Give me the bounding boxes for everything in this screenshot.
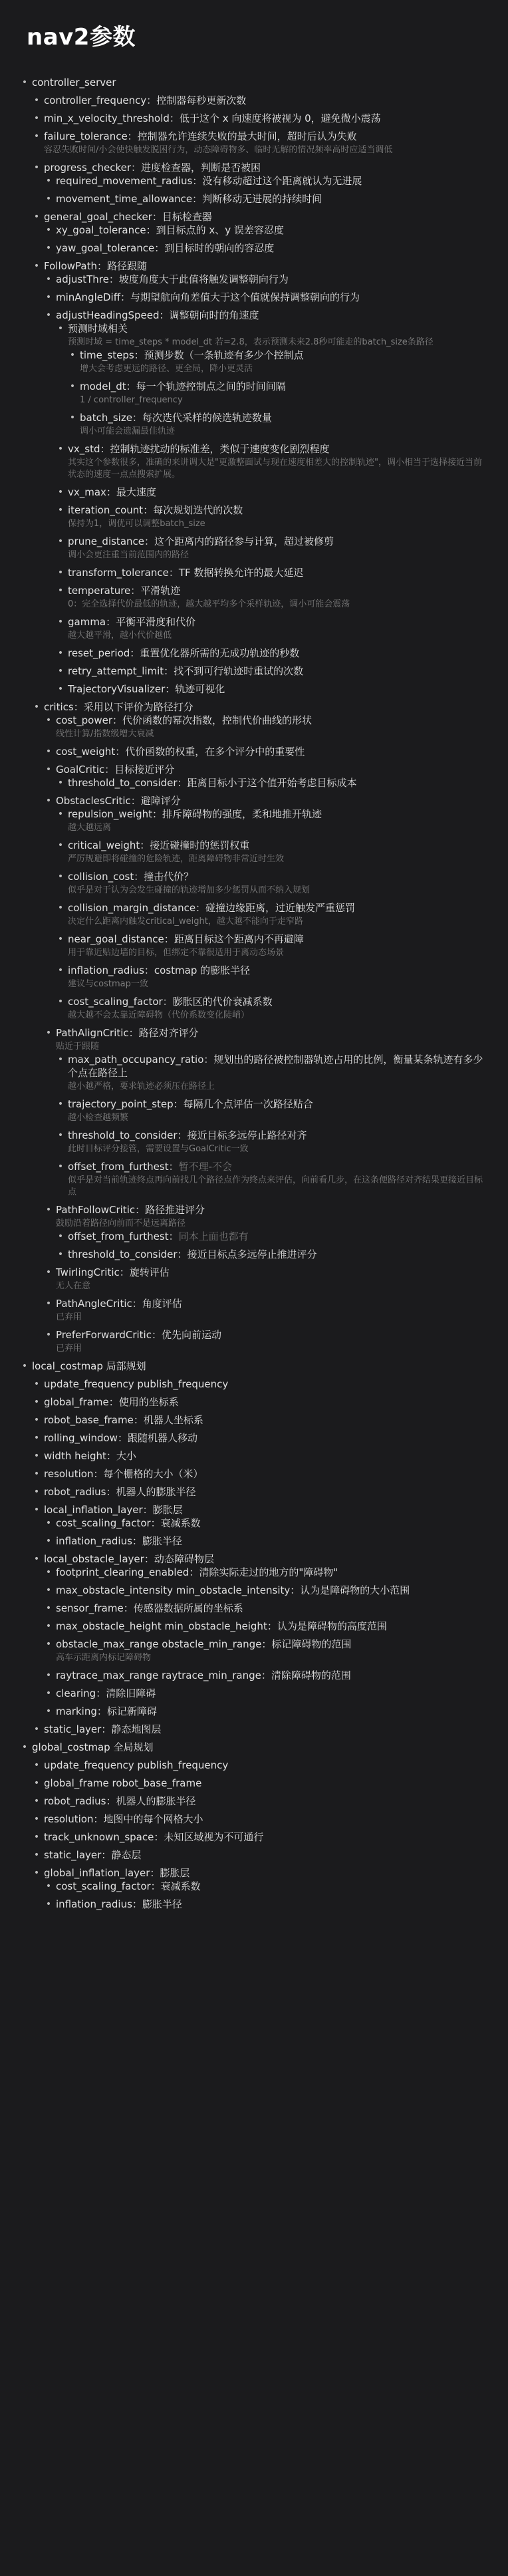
note-text: 严厉规避即将碰撞的危险轨迹，距离障碍物非常近时生效 [68, 854, 285, 864]
bullet-icon: • [45, 1603, 52, 1614]
list-item: • update_frequency publish_frequency [32, 1759, 488, 1772]
bullet-icon: • [57, 965, 64, 976]
bullet-icon: • [57, 1054, 64, 1065]
list-item: • 预测时域相关 预测时域 = time_steps * model_dt 若=2.8，表示预测未来2.8秒可能走的batch_size条路径 • time_steps：预测步数（一条轨迹有多少个控制点 增大会考虑更远的路径、更全局，降小更灵活 • model_dt：每一个轨迹控制点之间的时间间隔 1 / controller_frequency • batch_size：每次迭代采样的候选轨迹数量 调小可能会遗漏最佳轨迹 [56, 322, 488, 438]
list-item: • global_inflation_layer：膨胀层 • cost_scaling_factor：衰减系数 • inflation_radius：膨胀半径 [32, 1866, 488, 1911]
bullet-icon: • [45, 292, 52, 303]
note-text: 增大会考虑更远的路径、更全局，降小更灵活 [80, 364, 253, 374]
page-title: nav2参数 [27, 24, 136, 51]
bullet-icon: • [45, 225, 52, 235]
list-item: • repulsion_weight：排斥障碍物的强度，柔和地推开轨迹 越大越远离 [56, 807, 488, 834]
list-item: • critical_weight：接近碰撞时的惩罚权重 严厉规避即将碰撞的危险轨迹，距离障碍物非常近时生效 [56, 839, 488, 865]
list-item: • rolling_window：跟随机器人移动 [32, 1431, 488, 1445]
note-text: 越小越严格，要求轨迹必须压在路径上 [68, 1081, 215, 1091]
list-item: • near_goal_distance：距离目标这个距离内不再避障 用于靠近贴边墙的目标，但绑定不靠很适用于离动态场景 [56, 932, 488, 959]
note-text: 已弃用 [56, 1312, 82, 1322]
note-text: 此时目标评分接管，需要设置与GoalCritic一致 [68, 1144, 249, 1154]
bullet-icon: • [57, 585, 64, 596]
bullet-icon: • [45, 1298, 52, 1309]
outline-root [20, 76, 488, 1911]
note-text: 无人在意 [56, 1281, 91, 1291]
note-text: 用于靠近贴边墙的目标，但绑定不靠很适用于离动态场景 [68, 948, 285, 958]
note-text: 容忍失败时间/小会使快触发脱困行为，动态障碍物多、临时无解的情况频率高时应适当调低 [44, 145, 393, 155]
bullet-icon: • [45, 1881, 52, 1892]
bullet-icon: • [45, 1028, 52, 1038]
bullet-icon: • [33, 1397, 40, 1407]
bullet-icon: • [45, 243, 52, 253]
list-item: • FollowPath：路径跟随 • adjustThre：坡度角度大于此值将触发调整朝向行为 • minAngleDiff：与期望航向角差值大于这个值就保持调整朝向的行为 • adjustHeadingSpeed：调整朝向时的角速度 • 预测时域相关 预测时域 = time_steps * model_dt 若=2.8，表示预测未来2.8秒可能走的batch_size条路径 • time_steps：预测步数（一条轨迹有多少个控制点 增大会考虑更远的路径、更全局，降小更灵活 • model_dt：每一个轨迹控制点之间的时间间隔 1 / controller_frequency • batch_size：每次迭代采样的候选轨迹数量 调小可能会遗漏最佳轨迹 • vx_std：控制轨迹扰动的标准差，类似于速度变化剧烈程度 其实这个参数很多，准确的来讲调大是"更激整面试与现在速度相差大的控制轨迹"，调小相当于选择接近当前状态的速度一点点搜索扩展。 • vx_max：最大速度 • iteration_count：每次规划迭代的次数 保持为1，调优可以调整batch_size • prune_distance：这个距离内的路径参与计算，超过被修剪 调小会更注重当前范围内的路径 • transform_tolerance：TF 数据转换允许的最大延迟 • temperature：平滑轨迹 0：完全选择代价最低的轨迹，越大越平均多个采样轨迹，调小可能会震荡 • gamma：平衡平滑度和代价 越大越平滑，越小代价越低 • reset_period：重置优化器所需的无成功轨迹的秒数 • retry_attempt_limit：找不到可行轨迹时重试的次数 • TrajectoryVisualizer：轨迹可视化 [32, 259, 488, 696]
bullet-icon: • [57, 567, 64, 578]
list-item: • cost_weight：代价函数的权重，在多个评分中的重要性 [44, 745, 488, 758]
list-item: • max_obstacle_intensity min_obstacle_intensity：认为是障碍物的大小范围 [44, 1584, 488, 1597]
bullet-icon: • [45, 1585, 52, 1596]
struck-text: 同本上面也都有 [178, 1230, 249, 1242]
note-text: 越大越平滑，越小代价越低 [68, 631, 172, 641]
section-controller-server [20, 76, 488, 1355]
bullet-icon: • [57, 648, 64, 658]
note-text: 预测时域 = time_steps * model_dt 若=2.8，表示预测未来2.8秒可能走的batch_size条路径 [68, 337, 434, 347]
list-item: • resolution：每个栅格的大小（米） [32, 1467, 488, 1481]
bullet-icon: • [57, 840, 64, 851]
bullet-icon: • [57, 323, 64, 334]
bullet-icon: • [45, 1205, 52, 1215]
struck-text: 暂不理-不会 [178, 1161, 233, 1173]
list-item: • retry_attempt_limit：找不到可行轨迹时重试的次数 [56, 664, 488, 678]
list-item: • obstacle_max_range obstacle_min_range：标记障碍物的范围 高车示距离内标记障碍物 [44, 1638, 488, 1664]
bullet-icon: • [45, 1518, 52, 1528]
list-item: • max_obstacle_height min_obstacle_height：认为是障碍物的高度范围 [44, 1620, 488, 1633]
list-item: • resolution：地图中的每个网格大小 [32, 1812, 488, 1826]
list-item: • failure_tolerance：控制器允许连续失败的最大时间，超时后认为失败 容忍失败时间/小会使快触发脱困行为，动态障碍物多、临时无解的情况频率高时应适当调低 [32, 130, 488, 156]
bullet-icon: • [57, 617, 64, 627]
note-text: 越大越不会太靠近障碍物（代价系数变化陡峭） [68, 1010, 250, 1020]
list-item: • sensor_frame：传感器数据所属的坐标系 [44, 1602, 488, 1615]
list-item: • GoalCritic：目标接近评分 • threshold_to_consider：距离目标小于这个值开始考虑目标成本 [44, 763, 488, 789]
bullet-icon: • [33, 113, 40, 124]
list-item: • ObstaclesCritic：避障评分 • repulsion_weight：排斥障碍物的强度，柔和地推开轨迹 越大越远离 • critical_weight：接近碰撞时的惩罚权重 严厉规避即将碰撞的危险轨迹，距离障碍物非常近时生效 • collision_cost：撞击代价？ 似乎是对于认为会发生碰撞的轨迹增加多少惩罚从而不纳入规划 • collision_margin_distance：碰撞边缘距离，过近触发严重惩罚 决定什么距离内触发critical_weight，越大越不能向于走窄路 • near_goal_distance：距离目标这个距离内不再避障 用于靠近贴边墙的目标，但绑定不靠很适用于离动态场景 • inflation_radius：costmap 的膨胀半径 建议与costmap一致 • cost_scaling_factor：膨胀区的代价衰减系数 越大越不会太靠近障碍物（代价系数变化陡峭） [44, 794, 488, 1022]
list-item: • PathFollowCritic：路径推进评分 鼓励沿着路径向前而不是远离路径 • offset_from_furthest：同本上面也都有 • threshold_to_consider：接近目标点多远停止推进评分 [44, 1203, 488, 1261]
note-text: 线性计算/指数级增大衰减 [56, 729, 154, 739]
list-item: • vx_std：控制轨迹扰动的标准差，类似于速度变化剧烈程度 其实这个参数很多，准确的来讲调大是"更激整面试与现在速度相差大的控制轨迹"，调小相当于选择接近当前状态的速度一点点搜索扩展。 [56, 442, 488, 481]
note-text: 越小检查越频繁 [68, 1113, 129, 1123]
note-text: 贴近于跟随 [56, 1042, 100, 1052]
list-item: • PreferForwardCritic：优先向前运动 已弃用 [44, 1328, 488, 1355]
list-item: • minAngleDiff：与期望航向角差值大于这个值就保持调整朝向的行为 [44, 291, 488, 304]
bullet-icon: • [45, 715, 52, 726]
bullet-icon: • [57, 536, 64, 547]
note-text: 0：完全选择代价最低的轨迹，越大越平均多个采样轨迹，调小可能会震荡 [68, 599, 350, 609]
list-item: • trajectory_point_step：每隔几个点评估一次路径贴合 越小检查越频繁 [56, 1097, 488, 1124]
list-item: • local_inflation_layer：膨胀层 • cost_scaling_factor：衰减系数 • inflation_radius：膨胀半径 [32, 1503, 488, 1548]
bullet-icon: • [33, 212, 40, 222]
note-text: 调小可能会遗漏最佳轨迹 [80, 426, 176, 436]
bullet-icon: • [57, 1249, 64, 1260]
bullet-icon: • [21, 1361, 28, 1371]
list-item: • prune_distance：这个距离内的路径参与计算，超过被修剪 调小会更注重当前范围内的路径 [56, 535, 488, 561]
bullet-icon: • [33, 1433, 40, 1443]
list-item: • raytrace_max_range raytrace_min_range：清除障碍物的范围 [44, 1669, 488, 1682]
note-text: 已弃用 [56, 1344, 82, 1354]
list-item: • min_x_velocity_threshold：低于这个 x 向速度将被视为 0，避免微小震荡 [32, 112, 488, 125]
bullet-icon: • [33, 1760, 40, 1771]
bullet-icon: • [21, 77, 28, 88]
list-item: • batch_size：每次迭代采样的候选轨迹数量 调小可能会遗漏最佳轨迹 [68, 411, 488, 438]
bullet-icon: • [33, 1796, 40, 1806]
bullet-icon: • [33, 702, 40, 712]
bullet-icon: • [57, 487, 64, 498]
list-item: • offset_from_furthest：同本上面也都有 [56, 1230, 488, 1243]
bullet-icon: • [57, 934, 64, 944]
bullet-icon: • [45, 1706, 52, 1717]
list-item: • time_steps：预测步数（一条轨迹有多少个控制点 增大会考虑更远的路径、更全局，降小更灵活 [68, 349, 488, 375]
list-item: • collision_margin_distance：碰撞边缘距离，过近触发严重惩罚 决定什么距离内触发critical_weight，越大越不能向于走窄路 [56, 901, 488, 928]
note-text: 似乎是对于认为会发生碰撞的轨迹增加多少惩罚从而不纳入规划 [68, 885, 311, 895]
list-item: • cost_scaling_factor：衰减系数 [44, 1880, 488, 1893]
list-item: • update_frequency publish_frequency [32, 1377, 488, 1391]
bullet-icon: • [45, 795, 52, 806]
list-item: • robot_base_frame：机器人坐标系 [32, 1413, 488, 1427]
bullet-icon: • [45, 1567, 52, 1578]
list-item: • TrajectoryVisualizer：轨迹可视化 [56, 682, 488, 696]
bullet-icon: • [57, 903, 64, 913]
list-item: • cost_power：代价函数的幂次指数，控制代价曲线的形状 线性计算/指数级增大衰减 [44, 714, 488, 740]
list-item: • static_layer：静态地图层 [32, 1723, 488, 1736]
bullet-icon: • [21, 1742, 28, 1753]
bullet-icon: • [69, 350, 76, 360]
bullet-icon: • [45, 746, 52, 757]
controller-server-list [20, 94, 488, 1355]
list-item: • vx_max：最大速度 [56, 486, 488, 499]
note-text: 高车示距离内标记障碍物 [56, 1653, 152, 1663]
list-item: • cost_scaling_factor：衰减系数 [44, 1516, 488, 1530]
list-item: • robot_radius：机器人的膨胀半径 [32, 1485, 488, 1499]
bullet-icon: • [45, 1621, 52, 1632]
section-global-costmap [20, 1741, 488, 1911]
bullet-icon: • [33, 162, 40, 173]
list-item: • reset_period：重置优化器所需的无成功轨迹的秒数 [56, 646, 488, 660]
list-item: • critics：采用以下评价为路径打分 • cost_power：代价函数的幂次指数，控制代价曲线的形状 线性计算/指数级增大衰减 • cost_weight：代价函数的权重，在多个评分中的重要性 • GoalCritic：目标接近评分 • threshold_to_consider：距离目标小于这个值开始考虑目标成本 • ObstaclesCritic：避障评分 • repulsion_weight：排斥障碍物的强度，柔和地推开轨迹 越大越远离 • critical_weight：接近碰撞时的惩罚权重 严厉规避即将碰撞的危险轨迹，距离障碍物非常近时生效 • collision_cost：撞击代价？ 似乎是对于认为会发生碰撞的轨迹增加多少惩罚从而不纳入规划 • collision_margin_distance：碰撞边缘距离，过近触发严重惩罚 决定什么距离内触发critical_weight，越大越不能向于走窄路 • near_goal_distance：距离目标这个距离内不再避障 用于靠近贴边墙的目标，但绑定不靠很适用于离动态场景 • inflation_radius：costmap 的膨胀半径 建议与costmap一致 • cost_scaling_factor：膨胀区的代价衰减系数 越大越不会太靠近障碍物（代价系数变化陡峭） • PathAlignCritic：路径对齐评分 贴近于跟随 • max_path_occupancy_ratio：规划出的路径被控制器轨迹占用的比例，衡量某条轨迹有多少个点在路径上 越小越严格，要求轨迹必须压在路径上 • trajectory_point_step：每隔几个点评估一次路径贴合 越小检查越频繁 • threshold_to_consider：接近目标多远停止路径对齐 此时目标评分接管，需要设置与GoalCritic一致 • offset_from_furthest：暂不理-不会 似乎是对当前轨迹终点再向前找几个路径点作为终点来评估，向前看几步，在这条便路径对齐结果更接近目标点 • PathFollowCritic：路径推进评分 鼓励沿着路径向前而不是远离路径 • offset_from_furthest：同本上面也都有 • threshold_to_consider：接近目标点多远停止推进评分 • TwirlingCritic：旋转评估 无人在意 • PathAngleCritic：角度评估 已弃用 • PreferForwardCritic：优先向前运动 已弃用 [32, 700, 488, 1355]
bullet-icon: • [33, 1504, 40, 1515]
section-local-costmap [20, 1360, 488, 1736]
bullet-icon: • [57, 1231, 64, 1242]
list-item: • PathAlignCritic：路径对齐评分 贴近于跟随 • max_path_occupancy_ratio：规划出的路径被控制器轨迹占用的比例，衡量某条轨迹有多少个点在路径上 越小越严格，要求轨迹必须压在路径上 • trajectory_point_step：每隔几个点评估一次路径贴合 越小检查越频繁 • threshold_to_consider：接近目标多远停止路径对齐 此时目标评分接管，需要设置与GoalCritic一致 • offset_from_furthest：暂不理-不会 似乎是对当前轨迹终点再向前找几个路径点作为终点来评估，向前看几步，在这条便路径对齐结果更接近目标点 [44, 1026, 488, 1199]
bullet-icon: • [69, 381, 76, 392]
bullet-icon: • [57, 1099, 64, 1109]
note-text: 决定什么距离内触发critical_weight，越大越不能向于走窄路 [68, 917, 303, 927]
bullet-icon: • [45, 1688, 52, 1699]
list-item: • collision_cost：撞击代价？ 似乎是对于认为会发生碰撞的轨迹增加多少惩罚从而不纳入规划 [56, 870, 488, 897]
bullet-icon: • [33, 1832, 40, 1842]
bullet-icon: • [57, 505, 64, 515]
list-item: • required_movement_radius：没有移动超过这个距离就认为无进展 [44, 174, 488, 188]
bullet-icon: • [69, 412, 76, 423]
bullet-icon: • [45, 310, 52, 321]
bullet-icon: • [57, 684, 64, 694]
bullet-icon: • [33, 1868, 40, 1878]
bullet-icon: • [33, 1451, 40, 1461]
bullet-icon: • [33, 1778, 40, 1789]
list-item: • footprint_clearing_enabled：清除实际走过的地方的"障碍物" [44, 1566, 488, 1579]
list-item: • xy_goal_tolerance：到目标点的 x、y 误差容忍度 [44, 223, 488, 237]
bullet-icon: • [33, 1814, 40, 1824]
list-item: • model_dt：每一个轨迹控制点之间的时间间隔 1 / controller_frequency [68, 380, 488, 406]
note-text: 建议与costmap一致 [68, 979, 148, 989]
bullet-icon: • [33, 261, 40, 271]
list-item: • gamma：平衡平滑度和代价 越大越平滑，越小代价越低 [56, 615, 488, 642]
list-item: • local_obstacle_layer：动态障碍物层 • footprint_clearing_enabled：清除实际走过的地方的"障碍物" • max_obstacle_intensity min_obstacle_intensity：认为是障碍物的大小范围 • sensor_frame：传感器数据所属的坐标系 • max_obstacle_height min_obstacle_height：认为是障碍物的高度范围 • obstacle_max_range obstacle_min_range：标记障碍物的范围 高车示距离内标记障碍物 • raytrace_max_range raytrace_min_range：清除障碍物的范围 • clearing：清除旧障碍 • marking：标记新障碍 [32, 1552, 488, 1718]
bullet-icon: • [57, 809, 64, 819]
bullet-icon: • [45, 764, 52, 775]
bullet-icon: • [45, 194, 52, 204]
list-item: • general_goal_checker：目标检查器 • xy_goal_tolerance：到目标点的 x、y 误差容忍度 • yaw_goal_tolerance：到目标时的朝向的容忍度 [32, 210, 488, 255]
bullet-icon: • [33, 1487, 40, 1497]
bullet-icon: • [33, 1724, 40, 1735]
bullet-icon: • [33, 1850, 40, 1860]
note-text: 保持为1，调优可以调整batch_size [68, 519, 205, 529]
bullet-icon: • [33, 95, 40, 106]
bullet-icon: • [57, 778, 64, 788]
list-item: • global_frame robot_base_frame [32, 1777, 488, 1790]
list-item: • progress_checker：进度检查器，判断是否被困 • required_movement_radius：没有移动超过这个距离就认为无进展 • movement_time_allowance：判断移动无进展的持续时间 [32, 161, 488, 206]
bullet-icon: • [33, 1415, 40, 1425]
section-label: controller_server [32, 76, 116, 88]
bullet-icon: • [45, 274, 52, 285]
list-item: • static_layer：静态层 [32, 1848, 488, 1862]
bullet-icon: • [57, 1130, 64, 1141]
note-text: 调小会更注重当前范围内的路径 [68, 550, 190, 560]
bullet-icon: • [57, 871, 64, 882]
bullet-icon: • [33, 1554, 40, 1564]
section-label: local_costmap 局部规划 [32, 1360, 146, 1372]
list-item: • transform_tolerance：TF 数据转换允许的最大延迟 [56, 566, 488, 579]
list-item: • max_path_occupancy_ratio：规划出的路径被控制器轨迹占用的比例，衡量某条轨迹有多少个点在路径上 越小越严格，要求轨迹必须压在路径上 [56, 1053, 488, 1093]
list-item: • threshold_to_consider：距离目标小于这个值开始考虑目标成本 [56, 776, 488, 789]
list-item: • inflation_radius：costmap 的膨胀半径 建议与costmap一致 [56, 964, 488, 990]
note-text: 越大越远离 [68, 823, 112, 833]
list-item: • adjustThre：坡度角度大于此值将触发调整朝向行为 [44, 273, 488, 286]
bullet-icon: • [45, 176, 52, 186]
section-label: global_costmap 全局规划 [32, 1741, 154, 1753]
list-item: • cost_scaling_factor：膨胀区的代价衰减系数 越大越不会太靠近障碍物（代价系数变化陡峭） [56, 995, 488, 1022]
list-item: • threshold_to_consider：接近目标点多远停止推进评分 [56, 1248, 488, 1261]
list-item: • global_frame：使用的坐标系 [32, 1395, 488, 1409]
bullet-icon: • [33, 1469, 40, 1479]
list-item: • threshold_to_consider：接近目标多远停止路径对齐 此时目标评分接管，需要设置与GoalCritic一致 [56, 1129, 488, 1155]
list-item: • inflation_radius：膨胀半径 [44, 1898, 488, 1911]
note-text: 其实这个参数很多，准确的来讲调大是"更激整面试与现在速度相差大的控制轨迹"，调小相当于选择接近当前状态的速度一点点搜索扩展。 [68, 458, 482, 480]
list-item: • width height：大小 [32, 1449, 488, 1463]
bullet-icon: • [33, 131, 40, 142]
list-item: • controller_frequency：控制器每秒更新次数 [32, 94, 488, 107]
bullet-icon: • [57, 444, 64, 454]
list-item: • track_unknown_space：未知区域视为不可通行 [32, 1830, 488, 1844]
list-item: • marking：标记新障碍 [44, 1705, 488, 1718]
bullet-icon: • [57, 666, 64, 676]
list-item: • movement_time_allowance：判断移动无进展的持续时间 [44, 192, 488, 206]
bullet-icon: • [45, 1536, 52, 1546]
bullet-icon: • [45, 1899, 52, 1910]
list-item: • iteration_count：每次规划迭代的次数 保持为1，调优可以调整batch_size [56, 503, 488, 530]
list-item: • temperature：平滑轨迹 0：完全选择代价最低的轨迹，越大越平均多个采样轨迹，调小可能会震荡 [56, 584, 488, 611]
list-item: • adjustHeadingSpeed：调整朝向时的角速度 • 预测时域相关 预测时域 = time_steps * model_dt 若=2.8，表示预测未来2.8秒可能走的batch_size条路径 • time_steps：预测步数（一条轨迹有多少个控制点 增大会考虑更远的路径、更全局，降小更灵活 • model_dt：每一个轨迹控制点之间的时间间隔 1 / controller_frequency • batch_size：每次迭代采样的候选轨迹数量 调小可能会遗漏最佳轨迹 • vx_std：控制轨迹扰动的标准差，类似于速度变化剧烈程度 其实这个参数很多，准确的来讲调大是"更激整面试与现在速度相差大的控制轨迹"，调小相当于选择接近当前状态的速度一点点搜索扩展。 • vx_max：最大速度 • iteration_count：每次规划迭代的次数 保持为1，调优可以调整batch_size • prune_distance：这个距离内的路径参与计算，超过被修剪 调小会更注重当前范围内的路径 • transform_tolerance：TF 数据转换允许的最大延迟 • temperature：平滑轨迹 0：完全选择代价最低的轨迹，越大越平均多个采样轨迹，调小可能会震荡 • gamma：平衡平滑度和代价 越大越平滑，越小代价越低 • reset_period：重置优化器所需的无成功轨迹的秒数 • retry_attempt_limit：找不到可行轨迹时重试的次数 • TrajectoryVisualizer：轨迹可视化 [44, 309, 488, 696]
bullet-icon: • [45, 1267, 52, 1278]
bullet-icon: • [33, 1379, 40, 1389]
bullet-icon: • [45, 1639, 52, 1649]
list-item: • inflation_radius：膨胀半径 [44, 1534, 488, 1548]
list-item: • PathAngleCritic：角度评估 已弃用 [44, 1297, 488, 1324]
note-text: 鼓励沿着路径向前而不是远离路径 [56, 1218, 186, 1228]
note-text: 1 / controller_frequency [80, 395, 183, 405]
list-item: • robot_radius：机器人的膨胀半径 [32, 1794, 488, 1808]
list-item: • offset_from_furthest：暂不理-不会 似乎是对当前轨迹终点再向前找几个路径点作为终点来评估，向前看几步，在这条便路径对齐结果更接近目标点 [56, 1160, 488, 1199]
bullet-icon: • [57, 996, 64, 1007]
list-item: • TwirlingCritic：旋转评估 无人在意 [44, 1266, 488, 1292]
bullet-icon: • [45, 1330, 52, 1340]
note-text: 似乎是对当前轨迹终点再向前找几个路径点作为终点来评估，向前看几步，在这条便路径对齐结果更接近目标点 [68, 1175, 483, 1197]
list-item: • clearing：清除旧障碍 [44, 1687, 488, 1700]
list-item: • yaw_goal_tolerance：到目标时的朝向的容忍度 [44, 241, 488, 255]
bullet-icon: • [45, 1670, 52, 1681]
bullet-icon: • [57, 1161, 64, 1172]
